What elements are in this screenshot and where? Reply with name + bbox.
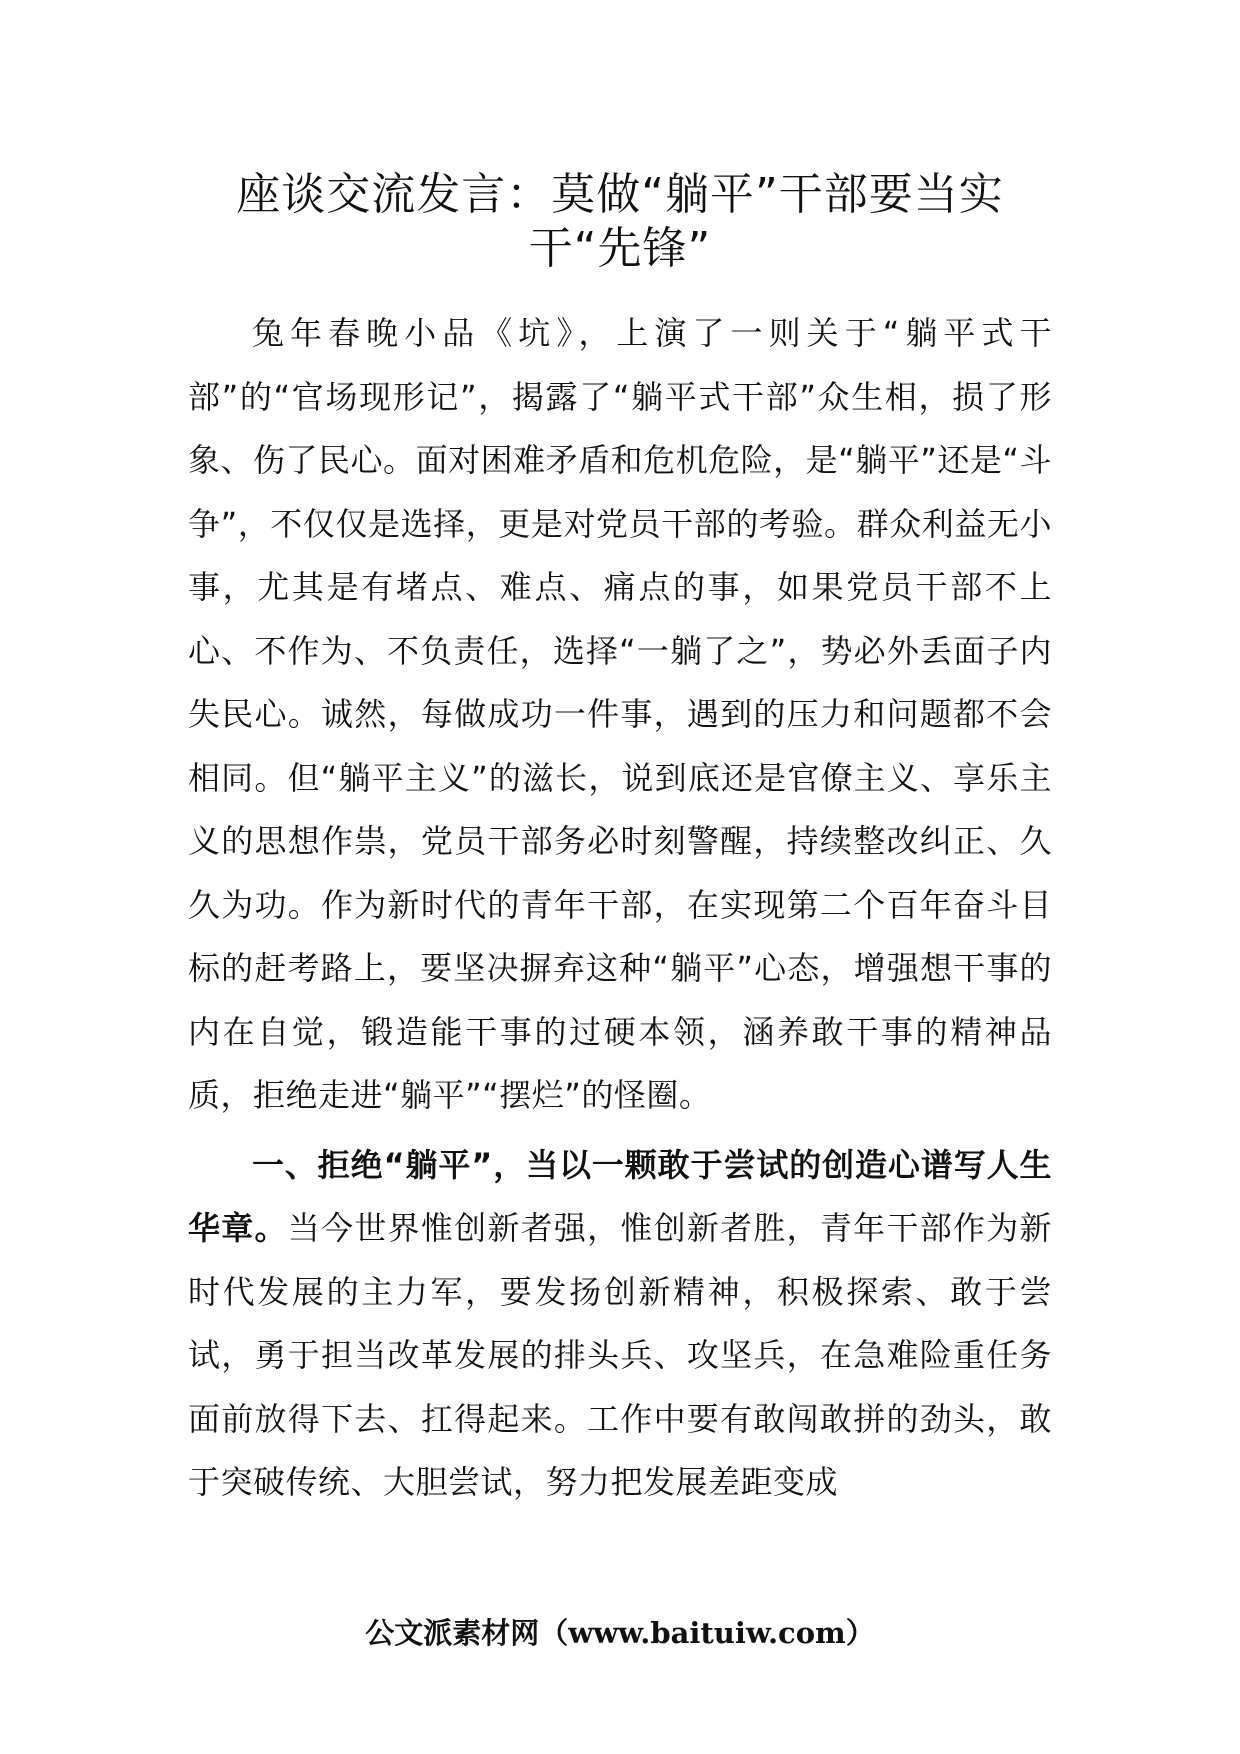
document-body bbox=[188, 302, 1052, 1515]
section-1-body: 当今世界惟创新者强，惟创新者胜，青年干部作为新时代发展的主力军，要发扬创新精神，积极探索、敢于尝试，勇于担当改革发展的排头兵、攻坚兵，在急难险重任务面前放得下去、扛得起来。工作中要有敢闯敢拼的劲头，敢于突破传统、大胆尝试，努力把发展差距变成 bbox=[188, 1209, 1052, 1501]
paragraph-intro: 兔年春晚小品《坑》，上演了一则关于“躺平式干部”的“官场现形记”，揭露了“躺平式干部”众生相，损了形象、伤了民心。面对困难矛盾和危机危险，是“躺平”还是“斗争”，不仅仅是选择，更是对党员干部的考验。群众利益无小事，尤其是有堵点、难点、痛点的事，如果党员干部不上心、不作为、不负责任，选择“一躺了之”，势必外丢面子内失民心。诚然，每做成功一件事，遇到的压力和问题都不会相同。但“躺平主义”的滋长，说到底还是官僚主义、享乐主义的思想作祟，党员干部务必时刻警醒，持续整改纠正、久久为功。作为新时代的青年干部，在实现第二个百年奋斗目标的赶考路上，要坚决摒弃这种“躺平”心态，增强想干事的内在自觉，锻造能干事的过硬本领，涵养敢干事的精神品质，拒绝走进“躺平”“摆烂”的怪圈。 bbox=[188, 314, 1052, 1114]
document-title bbox=[170, 168, 1070, 276]
paragraph-section-1 bbox=[188, 1134, 1052, 1515]
title-line-2: 干“先锋” bbox=[528, 223, 712, 274]
footer-source-text: 公文派素材网（www.baituiw.com） bbox=[365, 1616, 875, 1650]
section-1-heading: 一、拒绝“躺平”，当以一颗敢于尝试的创造心谱写人生华章。 bbox=[188, 1145, 1052, 1247]
title-line-1: 座谈交流发言：莫做“躺平”干部要当实 bbox=[236, 169, 1004, 220]
